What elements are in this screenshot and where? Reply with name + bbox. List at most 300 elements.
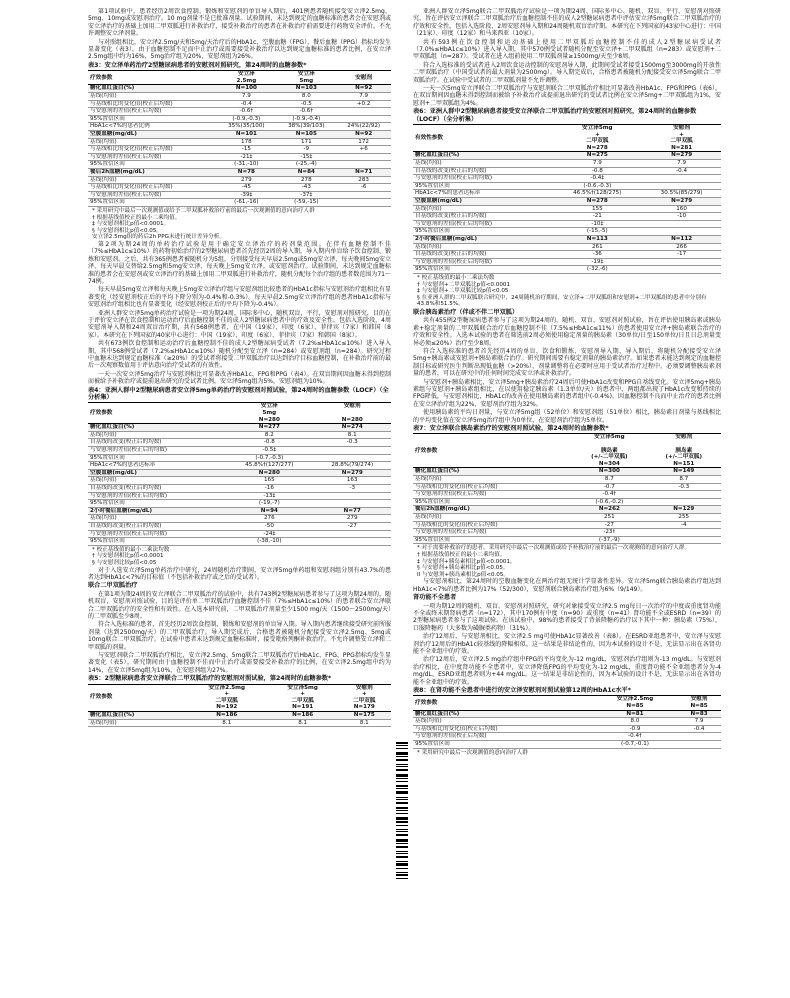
table-cell: N=129 bbox=[647, 506, 721, 514]
table-cell: N=71 bbox=[336, 168, 391, 176]
barcode-stripe bbox=[396, 821, 408, 823]
table-row-label: 基线(均值) bbox=[88, 719, 186, 727]
table-cell: 251 bbox=[572, 513, 646, 521]
table-header-cell: 疗效参数 bbox=[88, 71, 216, 85]
table-section-row bbox=[88, 469, 391, 477]
table-header-cell: 疗效参数 bbox=[413, 696, 593, 710]
table-section-title: 2小时餐后血糖(mg/dL) bbox=[413, 236, 552, 244]
paragraph: 对于入选安立泽5mg单药治疗中研究，24周随机治疗期间，安立泽5mg单药组和安慰剂组分别有43.7%的患者达到HbA1c<7%的目标值（不包括补救治疗或之后的受试者）。 bbox=[88, 566, 391, 581]
table-footnote: † 与安慰剂相比p值<0.0001 bbox=[92, 553, 164, 560]
table-section-row bbox=[88, 507, 391, 515]
table-cell: N=186 bbox=[268, 711, 338, 719]
right-column bbox=[413, 8, 721, 996]
table-section-row bbox=[413, 506, 721, 514]
table-cell: 8.7 bbox=[572, 476, 646, 484]
table-cell: 7.9 bbox=[677, 718, 721, 726]
table-row bbox=[413, 160, 721, 168]
section-heading: 肾功能不全患者 bbox=[413, 594, 457, 602]
table-row bbox=[413, 718, 721, 726]
table-row bbox=[413, 228, 721, 236]
table-row-label: 基线(均值) bbox=[413, 718, 593, 726]
paragraph: 符合入选标准的患者，首先经历2周饮食控制、锻炼和安慰剂的单盲导入期。导入期内患者继续接受研究前所服剂量（达到2500mg/天）的二甲双胍治疗。导入期完成后，合格患者被随机分配接受安立泽2.5mg、5mg或10mg联合二甲双胍治疗。在试验中患者未达到规定血糖标准时，接受吡格列酮补救治疗。不允许调整安立泽和二甲双胍的剂量。 bbox=[88, 621, 391, 651]
paragraph: 与安慰剂相比，第24周时的空腹血糖变化在两治疗组无统计学显著性差异。安立泽5mg联合胰岛素治疗组达到HbA1c<7%的患者比例为17%（52/300），安慰剂联合胰岛素治疗组为6%（9/149）。 bbox=[413, 578, 721, 593]
table-cell: 8.7 bbox=[647, 476, 721, 484]
table-cell: -0.7 bbox=[572, 483, 646, 491]
table-row-label: 与安慰剂的差值(校正后的均数) bbox=[413, 220, 552, 228]
table-cell: N=112 bbox=[642, 236, 721, 244]
table-cell: 35%(35/100) bbox=[216, 123, 276, 131]
table-section-title: 糖化血红蛋白(%) bbox=[88, 424, 225, 432]
table-row bbox=[88, 184, 391, 192]
table-row bbox=[413, 190, 721, 198]
table-section-title: 糖化血红蛋白(%) bbox=[88, 85, 216, 93]
table-row-label: 自基线的改变(校正后的均数) bbox=[88, 522, 225, 530]
data-table bbox=[88, 684, 391, 728]
table-header-row bbox=[413, 434, 721, 468]
paragraph: 亚洲人群安立泽5mg联合二甲双胍治疗试验是一项为期24周、国际多中心、随机、双盲、平行、安慰剂对照研究，旨在评估安立泽联合二甲双胍治疗后血糖控制不佳的成人2型糖尿病患者中评估安立泽5mg联合二甲双胍治疗的疗效和安全性。包括入选阶段、2周安慰剂导入期和24周随机双盲治疗期。本研究在下列国家的43家中心进行：中国（21家）、印度（12家）和马来西亚（10家）。 bbox=[413, 8, 721, 38]
table-cell: -43 bbox=[276, 184, 336, 192]
data-table bbox=[88, 70, 391, 207]
table-caption: 表5：2型糖尿病患者安立泽联合二甲双胍治疗的安慰剂对照试验，第24周时的血糖参数* bbox=[88, 675, 332, 683]
barcode-stripe bbox=[396, 810, 408, 811]
table-header-cell: 安慰剂 bbox=[336, 71, 391, 85]
table-row bbox=[88, 515, 391, 523]
paragraph: 使用胰岛素的平均日剂量，与安立泽5mg组（52单位）和安慰剂组（51单位）相比，胰岛素日剂量与基线相比的平均变化值在安立泽5mg治疗组中为0单位，在安慰剂治疗组为5单位。 bbox=[413, 409, 721, 424]
table-footnote: * 采用研究中最后一次观测值或给予二甲双胍补救治疗前的最后一次观测值的意向治疗人群 bbox=[92, 207, 315, 214]
left-column bbox=[88, 8, 391, 996]
table-cell: -24‡ bbox=[225, 530, 313, 538]
barcode-stripe bbox=[396, 829, 408, 830]
table-row bbox=[413, 740, 721, 748]
table-cell bbox=[647, 529, 721, 537]
table-cell: 160 bbox=[642, 205, 721, 213]
data-table bbox=[88, 402, 391, 545]
table-cell: -16 bbox=[225, 484, 313, 492]
table-cell: -0.4 bbox=[642, 167, 721, 175]
table-cell: (-0.6,-0.3) bbox=[552, 182, 642, 190]
barcode-stripe bbox=[396, 843, 408, 844]
table-cell: 165 bbox=[225, 477, 313, 485]
table-row bbox=[413, 251, 721, 259]
table-row-label: 95%置信区间 bbox=[413, 536, 572, 544]
table-row bbox=[88, 176, 391, 184]
table-cell bbox=[313, 447, 391, 455]
table-row bbox=[88, 477, 391, 485]
table-row-label: 与安慰剂的差值(校正后的均数) bbox=[413, 258, 552, 266]
table-cell bbox=[336, 115, 391, 123]
table-row bbox=[413, 536, 721, 544]
table-cell: 278 bbox=[276, 176, 336, 184]
table-cell: (-0.9,-0.4) bbox=[276, 115, 336, 123]
table-cell: 171 bbox=[276, 138, 336, 146]
table-header-cell: 疗效参数 bbox=[88, 684, 186, 711]
table-row-label: 95%置信区间 bbox=[88, 500, 225, 508]
table-footnote: * 对于需要补救治疗的患者，采用研究中最后一次观测值或给予补救治疗前的最后一次观测值的意向治疗人群。 bbox=[417, 545, 691, 552]
paragraph: 亚洲人群安立泽5mg单药治疗试验是一项为期24周，国际多中心，随机双盲，平行，安慰剂对照研究，目的在于评价安立泽在饮食控制和运动治疗后血糖控制不佳的成人2型糖尿病患者中的疗效及安全性。包括入选阶段，4周安慰剂导入期和24周双盲治疗期，共有568例患者，在中国（19家）、印度（6家）、菲律宾（7家）和韩国（8家）。本研究在下列国家的40家中心进行：中国（19家）、印度（6家）、菲律宾（7家）和韩国（8家）。 bbox=[88, 309, 391, 339]
table-row bbox=[88, 100, 391, 108]
table-cell bbox=[642, 182, 721, 190]
table-cell: -19‡ bbox=[552, 258, 642, 266]
table-row bbox=[413, 725, 721, 733]
table-cell: N=105 bbox=[276, 131, 336, 139]
table-row-label: 与安慰剂的差值(校正后均数) bbox=[88, 191, 216, 199]
table-row bbox=[88, 161, 391, 169]
table-section-row bbox=[413, 236, 721, 244]
table-row bbox=[88, 191, 391, 199]
table-row-label: HbA1c<7%的患者达标率 bbox=[413, 190, 552, 198]
data-table bbox=[413, 433, 721, 544]
table-cell: -3 bbox=[313, 484, 391, 492]
table-cell: N=81 bbox=[593, 710, 677, 718]
barcode-stripe bbox=[396, 781, 408, 782]
table-header-cell: 安慰剂 + 二甲双胍 N=281 bbox=[642, 125, 721, 152]
table-cell: 8.0 bbox=[276, 93, 336, 101]
barcode-stripe bbox=[396, 831, 408, 832]
table-row bbox=[413, 213, 721, 221]
barcode-stripe bbox=[396, 872, 408, 873]
table-cell bbox=[642, 266, 721, 274]
table-cell bbox=[647, 536, 721, 544]
table-header-row bbox=[413, 696, 721, 710]
table-header-cell: 安慰剂 N=85 bbox=[677, 696, 721, 710]
table-cell: -0.4† bbox=[572, 491, 646, 499]
table-cell: +0.2 bbox=[336, 100, 391, 108]
barcode-stripe bbox=[396, 817, 408, 820]
table-cell bbox=[677, 740, 721, 748]
paragraph: 共有593例在饮食控制和运动基础上使用二甲双胍后血糖控制不佳的成人2型糖尿病受试者（7.0%≤HbA1c≤10%）进入导入期，其中570例受试者随机分配至安立泽+二甲双胍组（n=283）或安慰剂+二甲双胍组（n=287）。受试者在进入组前使用二甲双胍剂量≥1500mg/天至少8周。 bbox=[413, 38, 721, 61]
table-row-label: 基线(均值) bbox=[413, 205, 552, 213]
table-header-cell: 安慰剂 + 二甲双胍 N=179 bbox=[338, 684, 391, 711]
barcode-stripe bbox=[396, 774, 408, 777]
table-cell: 7.9 bbox=[216, 93, 276, 101]
barcode-stripe bbox=[396, 878, 408, 879]
paragraph: 一天一次5mg安立泽联合二甲双胍治疗与安慰剂联合二甲双胍治疗相比可显著改善HbA1c、FPG和PPG（表6）。在双盲期间因血糖未得到控制而被给予补救治疗或提前退出研究的受试者比例在安立泽5mg+二甲双胍组为1%，安慰剂+二甲双胍组为4%。 bbox=[413, 85, 721, 107]
barcode-stripe bbox=[396, 813, 408, 814]
table-row bbox=[88, 153, 391, 161]
table-footnote: † 与安慰剂+二甲双胍比p值<0.0001 bbox=[417, 281, 511, 288]
table-caption: 表4：亚洲人群中2型糖尿病患者安立泽5mg单药治疗的安慰剂对照试验，第24周时的血糖参数（LOCF）（全分析集） bbox=[88, 386, 389, 402]
barcode-stripe bbox=[396, 874, 408, 876]
table-header-row bbox=[88, 684, 391, 711]
table-row-label: 基线(均值) bbox=[413, 160, 552, 168]
table-section-title: 糖化血红蛋白(%) bbox=[88, 711, 186, 719]
table-row bbox=[88, 146, 391, 154]
table-cell: 266 bbox=[642, 243, 721, 251]
barcode-stripe bbox=[396, 742, 408, 744]
paragraph: 符合入选标准的受试者进入2周饮食运动控制的安慰剂导入期，此期间受试者接受1500mg至3000mg的开放性二甲双胍治疗（中国受试者的最大剂量为2500mg）。导入期完成后，合格患者被随机分配接受安立泽5mg联合二甲双胍治疗。在试验中受试者的二甲双胍剂量不允许调整。 bbox=[413, 61, 721, 84]
table-header-cell: 安慰剂 胰岛素 (+/-二甲双胍) N=151 bbox=[647, 434, 721, 468]
table-cell: N=278 bbox=[552, 198, 642, 206]
paragraph: 在第1项为期24周的安立泽联合二甲双胍治疗的试验中，共有743例2型糖尿病患者参与了这项为期24周的，随机双盲，安慰剂对照试验，目的是评价单二甲双胍治疗血糖控制不佳（7%≤HbA1c≤10%）的患者联合安立泽联合二甲双胍治疗的安全性和有效性。在入选本研究前，二甲双胍治疗剂量至少1500 mg/天（1500～2500mg/天）的二甲双胍至少8周。 bbox=[88, 590, 391, 620]
table-cell: 30.5%(85/279) bbox=[642, 190, 721, 198]
table-row-label: 与安慰剂的差值(校正后的均数) bbox=[88, 492, 225, 500]
table-cell: (-19,-7) bbox=[225, 500, 313, 508]
table-row bbox=[88, 138, 391, 146]
table-row bbox=[88, 484, 391, 492]
table-section-title: 餐后2h血糖(mg/dL) bbox=[413, 506, 572, 514]
barcode-stripe bbox=[396, 853, 408, 854]
table-cell: -13‡ bbox=[225, 492, 313, 500]
table-row-label: 95%置信区间 bbox=[413, 182, 552, 190]
table-row bbox=[413, 476, 721, 484]
barcode-stripe bbox=[396, 861, 408, 862]
table-cell: -0.3 bbox=[647, 483, 721, 491]
table-cell: N=186 bbox=[186, 711, 268, 719]
table-cell: -37‡ bbox=[276, 191, 336, 199]
table-cell: 45.8%†(127/277) bbox=[225, 462, 313, 470]
table-cell bbox=[336, 191, 391, 199]
table-cell bbox=[642, 220, 721, 228]
table-row-label: HbA1c<7%的患者比例 bbox=[88, 123, 216, 131]
table-row-label: 基线(均值) bbox=[88, 477, 225, 485]
paragraph: 治疗12周后，安立泽2.5 mg治疗组中FPG的平均变化为-12 mg/dL，安慰剂治疗组则为-13 mg/dL。与安慰剂治疗相比，在中度肾功能不全患者中，安立泽降低FPG的平均变化为-12 mg/dL，重度肾功能不全亚组患者分为-4 mg/dL，ESRD亚组患者则为+44 mg/dL。这一结果是非结论性的，因为本试验的设计不是，无法显示出在各肾功能不全亚组中的疗效。 bbox=[413, 656, 721, 686]
table-cell: (-38,-10) bbox=[225, 538, 313, 546]
table-row-label: 95%置信区间 bbox=[413, 228, 552, 236]
table-row-label: 与安慰剂的差值(校正后均数) bbox=[88, 153, 216, 161]
table-section-row bbox=[88, 85, 391, 93]
table-row bbox=[413, 521, 721, 529]
table-section-title: 空腹血糖(mg/dL) bbox=[413, 198, 552, 206]
table-cell: -6 bbox=[336, 184, 391, 192]
table-row-label: HbA1c<7%的患者达标率 bbox=[88, 462, 225, 470]
table-footnote: II 与安慰剂+胰岛素相比p值<0.05。 bbox=[417, 571, 509, 578]
table-footnote: § 与安慰剂比较p值<0.05 bbox=[92, 559, 157, 566]
table-cell: 46.5%†(128/275) bbox=[552, 190, 642, 198]
barcode-stripe bbox=[396, 851, 408, 852]
table-row-label: 与基线相比的变化值(校正后均数) bbox=[413, 725, 593, 733]
table-cell: 279 bbox=[216, 176, 276, 184]
table-row bbox=[413, 513, 721, 521]
barcode-stripe bbox=[396, 764, 408, 765]
table-row bbox=[413, 167, 721, 175]
table-footnote: * 校正基线值的最小二乘法均数 bbox=[417, 274, 495, 281]
table-row bbox=[413, 182, 721, 190]
table-cell: -10 bbox=[642, 213, 721, 221]
table-cell: -27 bbox=[572, 521, 646, 529]
paragraph: 每天早晨5mg安立泽和每天晚上5mg安立泽治疗组与安慰剂组比较患者的HbA1c指标与安慰剂治疗组相比有显著变化（经安慰剂校正后的平均下降分别为-0.4%和-0.3%）。每天早晨2.5mg安立泽治疗组的患者HbA1c指标与安慰剂治疗组相比也有显著变化（经安慰剂校正后的平均下降为-0.4%）。 bbox=[88, 286, 391, 309]
table-footnote: † 根据基线值校正的最小二乘均值。 bbox=[92, 214, 181, 221]
table-3 bbox=[88, 70, 391, 241]
barcode-stripe bbox=[396, 863, 408, 866]
barcode-stripe bbox=[396, 868, 408, 869]
table-cell: -4 bbox=[647, 521, 721, 529]
table-row-label: 自基线的改变(校正后的均数) bbox=[413, 251, 552, 259]
table-section-title: 糖化血红蛋白(%) bbox=[413, 468, 572, 476]
table-cell: N=262 bbox=[572, 506, 646, 514]
table-row-label: 基线(均值) bbox=[88, 176, 216, 184]
table-section-title: 糖化血红蛋白(%) bbox=[413, 710, 593, 718]
table-cell: (-15,-5) bbox=[552, 228, 642, 236]
table-row-label: 基线(均值) bbox=[88, 138, 216, 146]
table-cell bbox=[313, 492, 391, 500]
table-row-label: 95%置信区间 bbox=[88, 454, 225, 462]
table-section-title: 餐后2h血糖(mg/dL) bbox=[88, 168, 216, 176]
table-cell bbox=[336, 199, 391, 207]
table-cell: -0.4 bbox=[677, 725, 721, 733]
table-footnote: 安立泽2.5mg组的药后2h PPG未进行统计差异分析。 bbox=[92, 234, 225, 241]
table-cell: N=280 bbox=[225, 469, 313, 477]
data-table bbox=[413, 695, 721, 748]
table-cell: 8.1 bbox=[186, 719, 268, 727]
table-cell: -10‡ bbox=[552, 220, 642, 228]
table-cell: 283 bbox=[336, 176, 391, 184]
table-section-row bbox=[413, 468, 721, 476]
table-cell bbox=[642, 258, 721, 266]
barcode-stripe bbox=[396, 748, 408, 749]
table-section-title: 2小时餐后血糖(mg/dL) bbox=[88, 507, 225, 515]
table-row bbox=[88, 123, 391, 131]
paragraph: 与对照组相比，安立泽2.5mg/天和5mg/天治疗后的HbA1c、空腹血糖（FPG）、餐后血糖（PPG）指标均发生显著变化（表3）。由于血糖控制不足而中止治疗或需要接受补救治疗以达到规定血糖标准的患者比例，在安立泽2.5mg组中约为16%，5mg治疗组为20%，安慰剂组为26%。 bbox=[88, 38, 391, 61]
table-cell: 279 bbox=[313, 515, 391, 523]
table-caption: 表8：在肾功能不全患者中进行的安立泽安慰剂对照试验第12周的HbA1c水平* bbox=[413, 687, 631, 694]
table-row bbox=[88, 538, 391, 546]
table-cell: -0.6† bbox=[276, 108, 336, 116]
table-cell: -0.4‡ bbox=[552, 175, 642, 183]
table-header-cell: 安立泽5mg + 二甲双胍 N=191 bbox=[268, 684, 338, 711]
table-cell: -0.5‡ bbox=[225, 447, 313, 455]
table-header-cell: 安立泽 5mg N=280 bbox=[225, 403, 313, 424]
table-cell bbox=[313, 530, 391, 538]
barcode-stripe bbox=[396, 807, 408, 809]
table-cell: (-61,-16) bbox=[216, 199, 276, 207]
table-cell: 261 bbox=[552, 243, 642, 251]
table-cell: N=275 bbox=[552, 152, 642, 160]
table-footnote: † 根据基线值校正的最小二乘均值。 bbox=[417, 551, 506, 558]
table-section-row bbox=[88, 168, 391, 176]
table-cell: 7.9 bbox=[552, 160, 642, 168]
paragraph: 第2项为期24周的单药治疗试验是用于确定安立泽治疗的药剂量范围。在伴有血糖控制不佳（7%≤HbA1c≤10%）的药物初始治疗的2型糖尿病患者首先经历2周的导入期，导入期内单盲给予饮食控制、锻炼和安慰剂。之后，共有365例患者被随机分为5组，分别接受每天早晨2.5mg或5mg安立泽、每天晚间5mg安立泽、每天早晨交替给2.5mg和5mg安立泽、每天晚上5mg安立泽。或安慰剂治疗。试验期间，未达到规定血糖标准的患者会在安慰剂或安立泽治疗的基础上加用二甲双胍进行补救治疗，随机分配每个治疗组的患者数范围为71～74例。 bbox=[88, 240, 391, 285]
table-cell bbox=[336, 108, 391, 116]
table-cell bbox=[336, 153, 391, 161]
barcode-stripe bbox=[396, 802, 408, 804]
table-cell: N=77 bbox=[313, 507, 391, 515]
table-row-label: 95%置信区间 bbox=[413, 740, 593, 748]
table-cell: 8.2 bbox=[225, 431, 313, 439]
paragraph: 与安慰剂+胰岛素相比，安立泽5mg+胰岛素治疗24周后可使HbA1c改变和PPG自基线变化。安立泽5mg+胰岛素组与安慰剂+胰岛素组相比，在以使用稳定胰岛素（1.3单位/天）的患者中，两组都出现了HbA1c改变和持续的FPG降低，与安慰剂相比，HbA1c的改善在使用胰岛素的患者组中(-0.4%)。因血糖控制不良而中止治疗的患者比例在安立泽治疗组为22%，安慰剂治疗组为32%。 bbox=[413, 378, 721, 408]
table-cell: (-32,-6) bbox=[552, 266, 642, 274]
table-section-row bbox=[88, 424, 391, 432]
table-row bbox=[88, 447, 391, 455]
barcode-stripe bbox=[396, 791, 408, 794]
table-row bbox=[88, 199, 391, 207]
table-row-label: 95%置信区间 bbox=[88, 199, 216, 207]
table-row bbox=[88, 530, 391, 538]
barcode-stripe bbox=[396, 745, 408, 746]
table-row bbox=[88, 431, 391, 439]
table-cell: (-25,-4) bbox=[276, 161, 336, 169]
table-cell: -17 bbox=[642, 251, 721, 259]
table-row-label: 与安慰剂的差值(校正后的均数) bbox=[413, 175, 552, 183]
table-cell: 172 bbox=[336, 138, 391, 146]
table-caption: 表6：亚洲人群中2型糖尿病患者接受安立泽联合二甲双胍治疗的安慰剂对照研究，第24周时的血糖参数（LOCF）（全分析集） bbox=[413, 108, 697, 123]
table-4 bbox=[88, 402, 391, 566]
table-footnote: ‡ 与安慰剂+胰岛素相比p值<0.0001。 bbox=[417, 558, 516, 565]
table-cell: (-0.6,-0.2) bbox=[572, 498, 646, 506]
paragraph: 符合入选标准的患者首先经历4周的单盲、饮食和锻炼、安慰剂导入期，导入期后，将随机分配接受安立泽5mg+胰岛素或安慰剂+胰岛素联合治疗。研究期间需要有稳定剂量的胰岛素治疗。如果患者未能达到规定的血糖控制目标或研究医生判断出现低血糖（>20%），剂量调整将在必要时应用于受试者治疗过程中。必须要调整胰岛素剂量的患者，可以在研究中的任何时间完成安立泽或补救治疗。 bbox=[413, 347, 721, 378]
table-cell bbox=[647, 498, 721, 506]
table-caption: 表7：安立泽联合胰岛素治疗的安慰剂对照试验，第24周时的血糖参数* bbox=[413, 425, 609, 433]
table-cell: -39‡ bbox=[216, 191, 276, 199]
table-cell: -15‡ bbox=[276, 153, 336, 161]
table-row-label: 与安慰剂的差值(校正后均数) bbox=[413, 491, 572, 499]
table-row bbox=[88, 93, 391, 101]
table-row bbox=[413, 220, 721, 228]
barcode bbox=[396, 742, 408, 880]
table-cell: 255 bbox=[647, 513, 721, 521]
table-header-cell: 安立泽2.5mg N=85 bbox=[593, 696, 677, 710]
table-cell: 163 bbox=[313, 477, 391, 485]
table-cell: 8.0 bbox=[593, 718, 677, 726]
barcode-stripe bbox=[396, 799, 408, 800]
table-cell: 178 bbox=[216, 138, 276, 146]
table-cell: -21‡ bbox=[216, 153, 276, 161]
paragraph: 共有673例饮食控制和运动治疗后血糖控制不佳的成人2型糖尿病受试者（7.2%≤HbA1c≤10%）进入导入期，其中568例受试者（7.2%≤HbA1c≤10%）随机分配至安立泽（n=284）或安慰剂组（n=284）。研究过程中血糖未达到规定血糖标准（≥20%）的受试者将接受二甲双胍治疗以达到治疗目标血糖控制，在补救治疗前的最后一次观察数值用于评估意向治疗受试者的有效性。 bbox=[88, 340, 391, 370]
table-header-cell: 安立泽2.5mg + 二甲双胍 N=192 bbox=[186, 684, 268, 711]
table-footnote: * 校正基线值的最小二乘法均数 bbox=[92, 546, 170, 553]
table-row-label: 基线(均值) bbox=[413, 513, 572, 521]
table-cell: N=279 bbox=[642, 152, 721, 160]
table-row bbox=[413, 491, 721, 499]
table-cell: -0.9 bbox=[593, 725, 677, 733]
table-cell: N=78 bbox=[216, 168, 276, 176]
table-row bbox=[413, 483, 721, 491]
table-row-label: 自基线的改变(校正后的均数) bbox=[413, 213, 552, 221]
table-cell: -0.4 bbox=[216, 100, 276, 108]
table-row bbox=[413, 498, 721, 506]
paragraph: 第1项试验中，患者经历2周饮食控制、锻炼和安慰剂的单盲导入期后，401例患者随机接受安立泽2.5mg、5mg、10mg或安慰剂治疗。10 mg剂量不是已批准剂量。试验期间，未达到规定的血糖标准的患者会在安慰剂或安立泽治疗的基础上加用二甲双胍进行补救治疗，接受补救治疗的患者在补救治疗前需要进行药物安全评价。不允许调整安立泽剂量。 bbox=[88, 8, 391, 38]
section-heading: 联合胰岛素治疗（伴或不伴二甲双胍） bbox=[413, 308, 519, 316]
barcode-stripe bbox=[396, 797, 408, 798]
table-cell: (-0.7,-0.3) bbox=[225, 454, 313, 462]
table-row bbox=[88, 500, 391, 508]
table-cell: -0.8 bbox=[552, 167, 642, 175]
table-cell bbox=[677, 733, 721, 741]
table-cell: -15 bbox=[216, 146, 276, 154]
barcode-stripe bbox=[396, 785, 408, 787]
table-header-cell: 疗效参数 bbox=[88, 403, 225, 424]
table-section-row bbox=[413, 198, 721, 206]
table-section-title: 糖化血红蛋白(%) bbox=[413, 152, 552, 160]
table-section-row bbox=[88, 711, 391, 719]
table-row-label: 95%置信区间 bbox=[88, 161, 216, 169]
table-cell: N=94 bbox=[225, 507, 313, 515]
table-row-label: 95%置信区间 bbox=[413, 498, 572, 506]
paragraph: 一项为期12周的随机、双盲、安慰剂对照研究，研究对象接受安立泽2.5 mg每日一次治疗的中度或重度肾功能不全或终末期肾病患者（n=172），其中170例有中度（n=90）或重度（n=41）肾功能不全或ESRD（n=39）的2型糖尿病患者参与了这项试验。在该试验中，98%的患者接受了背景降糖药治疗以下其中一种：胰岛素（75%），口服降糖药（大多数为磺脲类药物）（31%）。 bbox=[413, 602, 721, 632]
barcode-stripe bbox=[396, 788, 408, 789]
table-cell: -0.3 bbox=[313, 439, 391, 447]
table-cell: N=101 bbox=[216, 131, 276, 139]
table-cell bbox=[313, 538, 391, 546]
table-row bbox=[88, 115, 391, 123]
table-cell: -45 bbox=[216, 184, 276, 192]
barcode-stripe bbox=[396, 839, 408, 842]
table-footnote: § 在亚洲人群的二甲双胍联合研究中，24周随机治疗期间，安立泽+二甲双胍组和安慰剂+二甲双胍组的患者中分别有43.8%和51.5%。 bbox=[417, 294, 707, 308]
table-cell: -9 bbox=[276, 146, 336, 154]
table-footnote: * 采用研究中最后一次观测值的意向治疗人群 bbox=[417, 749, 528, 756]
table-cell: (-0.9,-0.3) bbox=[216, 115, 276, 123]
table-cell: -50 bbox=[225, 522, 313, 530]
table-cell: (-59,-15) bbox=[276, 199, 336, 207]
table-row bbox=[88, 439, 391, 447]
table-row-label: 基线(均值) bbox=[88, 431, 225, 439]
table-header-row bbox=[88, 403, 391, 424]
table-section-row bbox=[413, 152, 721, 160]
paragraph: 与安慰剂联合二甲双胍治疗相比，安立泽2.5mg、5mg联合二甲双胍治疗后HbA1c、FPG、PPG指标均发生显著变化（表5）。研究期间由于血糖控制不佳而中止治疗或需要接受补救治疗的比例，在安立泽2.5mg组中约为14%，在安立泽5mg组为10%，在安慰剂组为27%。 bbox=[88, 651, 391, 674]
table-section-title: 空腹血糖(mg/dL) bbox=[88, 469, 225, 477]
table-cell: 7.9 bbox=[336, 93, 391, 101]
paragraph: 治疗12周后，与安慰剂相比，安立泽2.5 mg可使HbA1c显著改善（表8）。在ESRD亚组患者中，安立泽与安慰剂治疗12周后的HbA1c较基线的降幅相似。这一结果是非结论性的，因为本试验的设计不是，无法显示出在各肾功能不全亚组中的疗效。 bbox=[413, 633, 721, 655]
table-row-label: 95%置信区间 bbox=[413, 266, 552, 274]
